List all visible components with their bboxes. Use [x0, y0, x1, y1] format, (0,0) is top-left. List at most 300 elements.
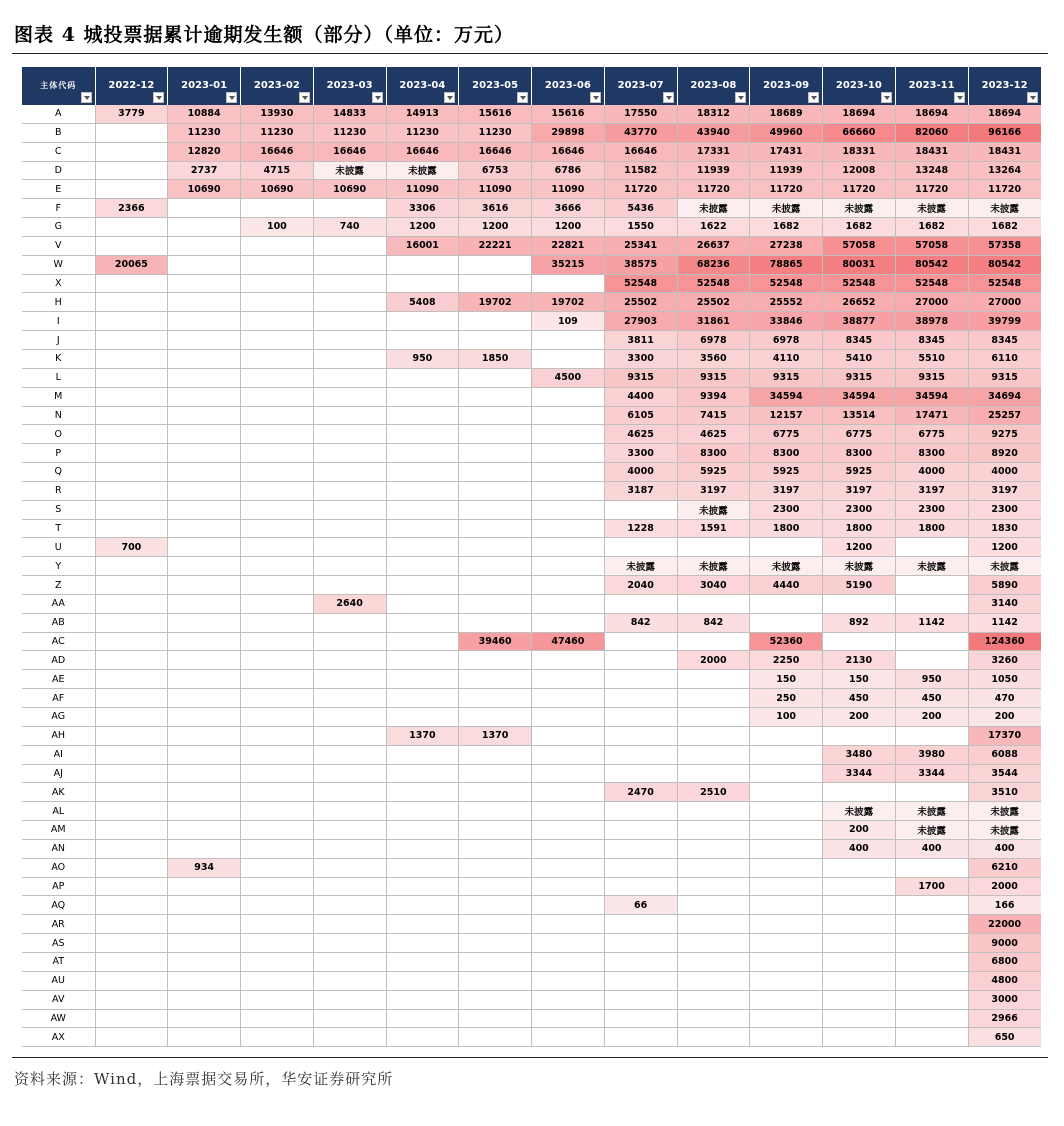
- overdue-amount-cell: [750, 896, 823, 915]
- overdue-amount-cell: 27903: [604, 312, 677, 331]
- entity-code-cell: AF: [22, 689, 95, 708]
- overdue-amount-cell: [168, 821, 241, 840]
- overdue-amount-cell: [313, 934, 386, 953]
- overdue-amount-cell: [604, 1028, 677, 1047]
- column-header-2023-07: [604, 67, 677, 105]
- overdue-amount-cell: 1200: [459, 218, 532, 237]
- overdue-amount-cell: [604, 500, 677, 519]
- filter-dropdown-icon[interactable]: [808, 92, 819, 103]
- overdue-amount-cell: 6978: [677, 331, 750, 350]
- overdue-amount-cell: [95, 594, 168, 613]
- overdue-amount-cell: [386, 802, 459, 821]
- overdue-amount-cell: [677, 821, 750, 840]
- overdue-amount-cell: [604, 764, 677, 783]
- overdue-amount-cell: [241, 538, 314, 557]
- table-row: [22, 349, 1041, 368]
- overdue-amount-cell: 25341: [604, 236, 677, 255]
- overdue-amount-cell: [95, 349, 168, 368]
- overdue-amount-cell: 49960: [750, 123, 823, 142]
- overdue-amount-cell: [313, 557, 386, 576]
- overdue-amount-cell: 2250: [750, 651, 823, 670]
- overdue-amount-cell: 1050: [968, 670, 1041, 689]
- overdue-amount-cell: 未披露: [823, 802, 896, 821]
- overdue-amount-cell: [604, 802, 677, 821]
- table-row: [22, 406, 1041, 425]
- overdue-amount-cell: 15616: [459, 105, 532, 123]
- overdue-amount-cell: [95, 274, 168, 293]
- overdue-amount-cell: [459, 613, 532, 632]
- overdue-amount-cell: 34694: [968, 387, 1041, 406]
- overdue-amount-cell: [241, 670, 314, 689]
- overdue-amount-cell: [386, 783, 459, 802]
- overdue-amount-cell: [459, 576, 532, 595]
- overdue-amount-cell: 33846: [750, 312, 823, 331]
- overdue-amount-cell: [95, 218, 168, 237]
- overdue-amount-cell: 34594: [895, 387, 968, 406]
- overdue-amount-cell: [168, 670, 241, 689]
- entity-code-cell: AJ: [22, 764, 95, 783]
- overdue-amount-cell: [677, 877, 750, 896]
- overdue-amount-cell: 2300: [750, 500, 823, 519]
- overdue-amount-cell: [241, 934, 314, 953]
- overdue-amount-cell: [241, 199, 314, 218]
- entity-code-cell: R: [22, 481, 95, 500]
- overdue-amount-cell: [532, 594, 605, 613]
- overdue-amount-cell: 未披露: [386, 161, 459, 180]
- overdue-amount-cell: 9315: [604, 368, 677, 387]
- overdue-amount-cell: [95, 783, 168, 802]
- overdue-amount-cell: [241, 990, 314, 1009]
- overdue-amount-cell: [313, 387, 386, 406]
- overdue-amount-cell: [677, 1028, 750, 1047]
- overdue-amount-cell: [241, 594, 314, 613]
- overdue-amount-cell: [677, 726, 750, 745]
- entity-code-cell: AM: [22, 821, 95, 840]
- column-header-2023-05: [459, 67, 532, 105]
- overdue-amount-cell: [386, 425, 459, 444]
- overdue-amount-cell: 27000: [895, 293, 968, 312]
- overdue-amount-cell: [241, 632, 314, 651]
- entity-code-cell: AX: [22, 1028, 95, 1047]
- overdue-amount-cell: 3616: [459, 199, 532, 218]
- filter-dropdown-icon[interactable]: [517, 92, 528, 103]
- overdue-amount-cell: [241, 406, 314, 425]
- overdue-amount-cell: 6110: [968, 349, 1041, 368]
- overdue-amount-cell: 16001: [386, 236, 459, 255]
- column-header-2023-01: [168, 67, 241, 105]
- overdue-amount-cell: [532, 1028, 605, 1047]
- overdue-amount-cell: [313, 255, 386, 274]
- overdue-amount-cell: [241, 745, 314, 764]
- overdue-amount-cell: [168, 802, 241, 821]
- entity-code-cell: B: [22, 123, 95, 142]
- overdue-amount-cell: [241, 519, 314, 538]
- overdue-amount-cell: [95, 726, 168, 745]
- overdue-amount-cell: 470: [968, 689, 1041, 708]
- overdue-amount-cell: 4800: [968, 971, 1041, 990]
- overdue-amount-cell: [750, 802, 823, 821]
- overdue-amount-cell: [386, 858, 459, 877]
- overdue-amount-cell: [895, 651, 968, 670]
- overdue-amount-cell: [313, 708, 386, 727]
- overdue-amount-cell: [532, 538, 605, 557]
- overdue-amount-cell: [895, 632, 968, 651]
- overdue-amount-cell: 400: [823, 839, 896, 858]
- overdue-amount-cell: 3510: [968, 783, 1041, 802]
- overdue-amount-cell: [459, 331, 532, 350]
- overdue-amount-cell: 未披露: [968, 557, 1041, 576]
- overdue-amount-cell: [168, 199, 241, 218]
- entity-code-cell: AA: [22, 594, 95, 613]
- overdue-amount-cell: [895, 783, 968, 802]
- overdue-amount-cell: 1200: [968, 538, 1041, 557]
- overdue-amount-cell: [313, 199, 386, 218]
- entity-code-cell: AE: [22, 670, 95, 689]
- column-header-2023-12: [968, 67, 1041, 105]
- overdue-amount-cell: 3480: [823, 745, 896, 764]
- overdue-amount-cell: 19702: [459, 293, 532, 312]
- overdue-amount-cell: [386, 557, 459, 576]
- filter-dropdown-icon[interactable]: [372, 92, 383, 103]
- overdue-amount-cell: 650: [968, 1028, 1041, 1047]
- table-row: [22, 199, 1041, 218]
- overdue-amount-cell: [532, 613, 605, 632]
- overdue-amount-cell: 39460: [459, 632, 532, 651]
- overdue-amount-cell: [459, 971, 532, 990]
- overdue-amount-cell: [241, 726, 314, 745]
- overdue-amount-cell: 11939: [677, 161, 750, 180]
- overdue-amount-cell: [386, 915, 459, 934]
- overdue-amount-cell: 未披露: [895, 821, 968, 840]
- entity-code-cell: V: [22, 236, 95, 255]
- overdue-amount-cell: [750, 821, 823, 840]
- overdue-amount-cell: 未披露: [895, 199, 968, 218]
- overdue-amount-cell: [95, 952, 168, 971]
- entity-code-cell: Y: [22, 557, 95, 576]
- overdue-amount-cell: 9315: [677, 368, 750, 387]
- table-row: [22, 293, 1041, 312]
- overdue-amount-cell: 3344: [823, 764, 896, 783]
- overdue-amount-cell: [604, 708, 677, 727]
- overdue-amount-cell: [604, 1009, 677, 1028]
- overdue-amount-cell: [532, 877, 605, 896]
- overdue-amount-cell: [459, 858, 532, 877]
- overdue-amount-cell: 26652: [823, 293, 896, 312]
- overdue-amount-cell: [532, 802, 605, 821]
- overdue-amount-cell: 3040: [677, 576, 750, 595]
- overdue-amount-cell: [241, 915, 314, 934]
- table-row: [22, 670, 1041, 689]
- entity-code-cell: AO: [22, 858, 95, 877]
- filter-dropdown-icon[interactable]: [1027, 92, 1038, 103]
- overdue-amount-cell: [677, 1009, 750, 1028]
- overdue-amount-cell: [95, 689, 168, 708]
- overdue-amount-cell: [95, 312, 168, 331]
- overdue-amount-cell: [386, 463, 459, 482]
- overdue-amount-cell: [386, 689, 459, 708]
- overdue-amount-cell: [95, 651, 168, 670]
- overdue-amount-cell: 5925: [823, 463, 896, 482]
- table-row: [22, 745, 1041, 764]
- overdue-amount-cell: [168, 463, 241, 482]
- overdue-amount-cell: [750, 1028, 823, 1047]
- overdue-amount-cell: [95, 1028, 168, 1047]
- overdue-amount-cell: 3980: [895, 745, 968, 764]
- overdue-amount-cell: [386, 500, 459, 519]
- overdue-amount-cell: 11230: [386, 123, 459, 142]
- column-header-2023-10: [823, 67, 896, 105]
- table-row: [22, 952, 1041, 971]
- filter-dropdown-icon[interactable]: [663, 92, 674, 103]
- overdue-amount-cell: [168, 745, 241, 764]
- overdue-amount-cell: [313, 425, 386, 444]
- entity-code-cell: AS: [22, 934, 95, 953]
- overdue-amount-cell: 27238: [750, 236, 823, 255]
- overdue-amount-cell: [313, 915, 386, 934]
- overdue-amount-cell: [895, 971, 968, 990]
- overdue-amount-cell: 34594: [823, 387, 896, 406]
- overdue-amount-cell: 20065: [95, 255, 168, 274]
- overdue-amount-cell: [823, 632, 896, 651]
- overdue-amount-cell: [95, 708, 168, 727]
- overdue-amount-cell: [459, 990, 532, 1009]
- entity-code-cell: P: [22, 444, 95, 463]
- overdue-amount-cell: 80031: [823, 255, 896, 274]
- overdue-amount-cell: [95, 576, 168, 595]
- filter-dropdown-icon[interactable]: [153, 92, 164, 103]
- entity-code-cell: C: [22, 142, 95, 161]
- overdue-amount-cell: 8300: [750, 444, 823, 463]
- overdue-amount-cell: 3811: [604, 331, 677, 350]
- overdue-amount-cell: 14833: [313, 105, 386, 123]
- overdue-amount-cell: 3197: [823, 481, 896, 500]
- filter-dropdown-icon[interactable]: [444, 92, 455, 103]
- overdue-amount-cell: 9394: [677, 387, 750, 406]
- overdue-amount-cell: [168, 632, 241, 651]
- overdue-amount-cell: [459, 557, 532, 576]
- filter-dropdown-icon[interactable]: [590, 92, 601, 103]
- overdue-amount-cell: [532, 331, 605, 350]
- entity-code-cell: T: [22, 519, 95, 538]
- overdue-amount-cell: 13264: [968, 161, 1041, 180]
- overdue-amount-cell: [168, 576, 241, 595]
- overdue-amount-cell: 1142: [895, 613, 968, 632]
- entity-code-cell: G: [22, 218, 95, 237]
- overdue-amount-cell: 11230: [459, 123, 532, 142]
- overdue-amount-cell: 700: [95, 538, 168, 557]
- overdue-amount-cell: 22000: [968, 915, 1041, 934]
- filter-dropdown-icon[interactable]: [226, 92, 237, 103]
- overdue-amount-cell: [313, 519, 386, 538]
- overdue-amount-cell: 5510: [895, 349, 968, 368]
- table-row: [22, 1009, 1041, 1028]
- overdue-amount-cell: [313, 632, 386, 651]
- overdue-amount-cell: 16646: [386, 142, 459, 161]
- overdue-amount-cell: 1682: [895, 218, 968, 237]
- overdue-amount-cell: 18694: [895, 105, 968, 123]
- overdue-amount-cell: 842: [604, 613, 677, 632]
- column-header-label: 2023-04: [399, 80, 446, 91]
- overdue-amount-cell: [95, 368, 168, 387]
- overdue-amount-cell: 5890: [968, 576, 1041, 595]
- overdue-amount-cell: [168, 425, 241, 444]
- table-row: [22, 651, 1041, 670]
- overdue-amount-cell: [313, 274, 386, 293]
- overdue-amount-cell: 11720: [823, 180, 896, 199]
- filter-dropdown-icon[interactable]: [881, 92, 892, 103]
- entity-code-cell: AD: [22, 651, 95, 670]
- filter-dropdown-icon[interactable]: [81, 92, 92, 103]
- overdue-amount-cell: 11720: [968, 180, 1041, 199]
- overdue-amount-cell: [241, 971, 314, 990]
- overdue-amount-cell: 10884: [168, 105, 241, 123]
- overdue-amount-cell: [604, 651, 677, 670]
- overdue-amount-cell: [95, 1009, 168, 1028]
- overdue-amount-cell: [95, 463, 168, 482]
- overdue-amount-cell: 78865: [750, 255, 823, 274]
- overdue-amount-cell: 1700: [895, 877, 968, 896]
- overdue-amount-cell: [168, 952, 241, 971]
- overdue-amount-cell: 未披露: [677, 557, 750, 576]
- overdue-amount-cell: [168, 896, 241, 915]
- overdue-amount-cell: 未披露: [895, 557, 968, 576]
- overdue-amount-cell: [895, 915, 968, 934]
- overdue-amount-cell: 950: [386, 349, 459, 368]
- overdue-amount-cell: [677, 934, 750, 953]
- overdue-amount-cell: 未披露: [823, 557, 896, 576]
- overdue-amount-cell: [823, 783, 896, 802]
- column-header-label: 2023-03: [326, 80, 373, 91]
- overdue-amount-cell: 27000: [968, 293, 1041, 312]
- overdue-amount-cell: 8300: [677, 444, 750, 463]
- overdue-amount-cell: [168, 500, 241, 519]
- overdue-amount-cell: [823, 934, 896, 953]
- overdue-amount-cell: 3140: [968, 594, 1041, 613]
- column-header-label: 主体代码: [40, 81, 77, 90]
- overdue-amount-cell: [895, 990, 968, 1009]
- overdue-amount-cell: [241, 481, 314, 500]
- overdue-amount-cell: [313, 500, 386, 519]
- overdue-amount-cell: [168, 877, 241, 896]
- overdue-amount-cell: 18312: [677, 105, 750, 123]
- overdue-amount-cell: [168, 481, 241, 500]
- overdue-amount-cell: 5925: [750, 463, 823, 482]
- overdue-amount-cell: [241, 500, 314, 519]
- overdue-amount-cell: 6775: [895, 425, 968, 444]
- overdue-amount-cell: [604, 726, 677, 745]
- overdue-amount-cell: 2470: [604, 783, 677, 802]
- overdue-amount-cell: [459, 594, 532, 613]
- overdue-amount-cell: 16646: [532, 142, 605, 161]
- overdue-amount-cell: [604, 877, 677, 896]
- overdue-amount-cell: [532, 708, 605, 727]
- overdue-amount-cell: 2130: [823, 651, 896, 670]
- overdue-amount-cell: [532, 934, 605, 953]
- overdue-amount-cell: [604, 971, 677, 990]
- overdue-amount-cell: 6978: [750, 331, 823, 350]
- figure-title: 图表 4 城投票据累计逾期发生额（部分）（单位：万元）: [14, 24, 514, 46]
- filter-dropdown-icon[interactable]: [735, 92, 746, 103]
- overdue-amount-cell: [532, 783, 605, 802]
- overdue-amount-cell: 4625: [677, 425, 750, 444]
- overdue-amount-cell: 17550: [604, 105, 677, 123]
- overdue-amount-cell: 6088: [968, 745, 1041, 764]
- overdue-amount-cell: 100: [750, 708, 823, 727]
- overdue-amount-cell: [386, 1009, 459, 1028]
- overdue-amount-cell: [168, 274, 241, 293]
- overdue-amount-cell: 25552: [750, 293, 823, 312]
- overdue-amount-cell: [459, 481, 532, 500]
- column-header-label: 2023-12: [981, 80, 1028, 91]
- overdue-amount-cell: [532, 764, 605, 783]
- entity-code-cell: AC: [22, 632, 95, 651]
- column-header-label: 2023-02: [253, 80, 300, 91]
- overdue-amount-cell: 1850: [459, 349, 532, 368]
- column-header-label: 2023-11: [908, 80, 955, 91]
- overdue-amount-cell: [241, 821, 314, 840]
- entity-code-cell: Z: [22, 576, 95, 595]
- overdue-amount-cell: 66660: [823, 123, 896, 142]
- table-row: [22, 708, 1041, 727]
- overdue-amount-cell: [532, 670, 605, 689]
- overdue-amount-cell: [168, 444, 241, 463]
- overdue-amount-cell: [532, 745, 605, 764]
- overdue-amount-cell: [313, 877, 386, 896]
- overdue-amount-cell: [459, 538, 532, 557]
- filter-dropdown-icon[interactable]: [299, 92, 310, 103]
- overdue-amount-cell: [677, 670, 750, 689]
- table-row: [22, 839, 1041, 858]
- overdue-amount-cell: 19702: [532, 293, 605, 312]
- overdue-amount-cell: 25502: [604, 293, 677, 312]
- overdue-amount-cell: 未披露: [313, 161, 386, 180]
- overdue-amount-cell: [241, 858, 314, 877]
- overdue-amount-cell: [823, 726, 896, 745]
- overdue-amount-cell: [168, 651, 241, 670]
- overdue-amount-cell: [604, 934, 677, 953]
- overdue-amount-cell: [241, 613, 314, 632]
- overdue-amount-cell: [750, 613, 823, 632]
- overdue-amount-cell: [313, 538, 386, 557]
- filter-dropdown-icon[interactable]: [954, 92, 965, 103]
- overdue-amount-cell: [532, 726, 605, 745]
- table-row: [22, 613, 1041, 632]
- overdue-amount-cell: 35215: [532, 255, 605, 274]
- overdue-amount-cell: 11090: [532, 180, 605, 199]
- overdue-amount-cell: [677, 764, 750, 783]
- overdue-amount-cell: 1370: [386, 726, 459, 745]
- overdue-amount-cell: 1142: [968, 613, 1041, 632]
- overdue-amount-cell: [313, 783, 386, 802]
- overdue-amount-cell: [95, 670, 168, 689]
- overdue-amount-cell: [168, 764, 241, 783]
- overdue-amount-cell: [459, 1028, 532, 1047]
- overdue-amount-cell: [168, 708, 241, 727]
- overdue-amount-cell: [95, 481, 168, 500]
- overdue-amount-cell: [823, 990, 896, 1009]
- table-row: [22, 726, 1041, 745]
- overdue-amount-cell: [459, 802, 532, 821]
- overdue-amount-cell: [386, 481, 459, 500]
- overdue-amount-cell: 18694: [968, 105, 1041, 123]
- table-row: [22, 500, 1041, 519]
- overdue-amount-cell: [532, 952, 605, 971]
- overdue-amount-cell: 3197: [750, 481, 823, 500]
- overdue-amount-cell: 3000: [968, 990, 1041, 1009]
- table-row: [22, 425, 1041, 444]
- overdue-amount-cell: 11230: [168, 123, 241, 142]
- overdue-amount-cell: [386, 839, 459, 858]
